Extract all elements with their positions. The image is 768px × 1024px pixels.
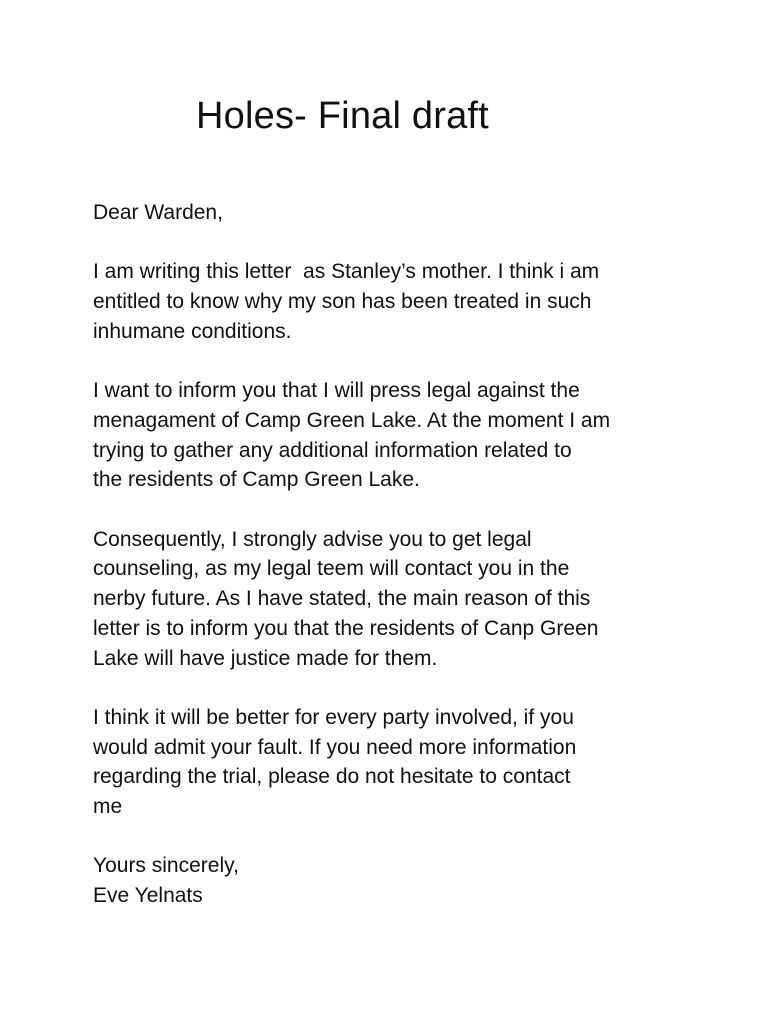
paragraph-2 (93, 376, 693, 495)
salutation-line: Dear Warden, (93, 201, 223, 224)
signature: Eve Yelnats (93, 884, 203, 908)
paragraph-line: I think it will be better for every party involved, if you (93, 705, 574, 729)
paragraph-line: menagament of Camp Green Lake. At the moment I am (93, 408, 611, 432)
paragraph-line: counseling, as my legal teem will contact you in the (93, 557, 570, 581)
page-title: Holes- Final draft (196, 95, 489, 137)
paragraph-line: letter is to inform you that the residents of Canp Green (93, 616, 599, 640)
paragraph-line: nerby future. As I have stated, the main reason of this (93, 587, 591, 611)
letter-body (93, 198, 693, 940)
paragraph-line: inhumane conditions. (93, 319, 292, 343)
paragraph-line: the residents of Camp Green Lake. (93, 468, 420, 492)
closing-line: Yours sincerely, (93, 854, 239, 878)
paragraph-line: me (93, 795, 123, 818)
paragraph-line: regarding the trial, please do not hesitate to contact (93, 765, 571, 789)
paragraph-3 (93, 525, 693, 674)
paragraph-1 (93, 257, 693, 346)
paragraph-line: trying to gather any additional information related to (93, 438, 572, 462)
paragraph-line: I want to inform you that I will press legal against the (93, 379, 580, 403)
paragraph-4 (93, 703, 693, 822)
paragraph-line: would admit your fault. If you need more information (93, 735, 577, 759)
paragraph-line: Lake will have justice made for them. (93, 646, 438, 670)
paragraph-line: entitled to know why my son has been treated in such (93, 290, 592, 314)
paragraph-line: Consequently, I strongly advise you to get legal (93, 527, 532, 551)
closing-block (93, 851, 693, 910)
salutation (93, 198, 693, 228)
paragraph-line: I am writing this letter as Stanley’s mother. I think i am (93, 260, 600, 284)
